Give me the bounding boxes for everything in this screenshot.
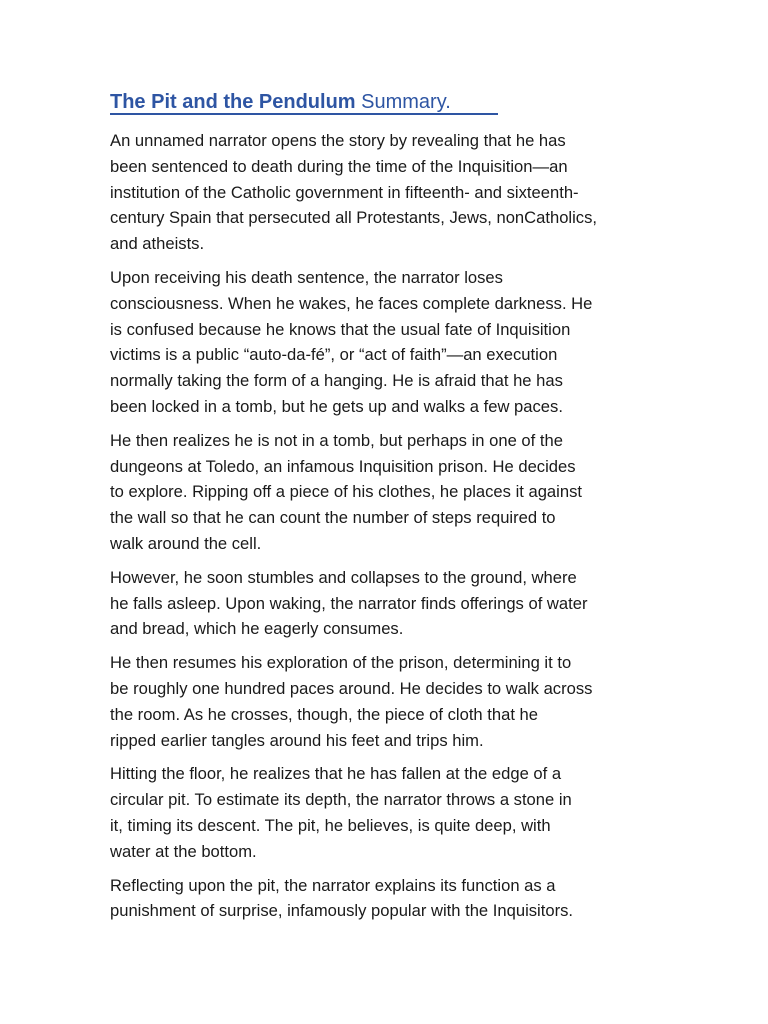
paragraph-line: He then realizes he is not in a tomb, but perhaps in one of the <box>110 430 563 450</box>
paragraph-line: and atheists. <box>110 234 205 254</box>
paragraph-line: However, he soon stumbles and collapses to the ground, where <box>110 567 577 587</box>
paragraph-line: and bread, which he eagerly consumes. <box>110 619 404 639</box>
document-title <box>110 88 451 116</box>
body-paragraph <box>110 265 662 420</box>
paragraph-line: An unnamed narrator opens the story by revealing that he has <box>110 131 566 150</box>
paragraph-line: been sentenced to death during the time of the Inquisition—an <box>110 156 568 176</box>
title-main: The Pit and the Pendulum <box>110 91 356 113</box>
paragraph-line: institution of the Catholic government in fifteenth- and sixteenth- <box>110 182 579 202</box>
paragraph-line: circular pit. To estimate its depth, the narrator throws a stone in <box>110 790 572 810</box>
title-underline <box>110 113 498 115</box>
paragraph-line: He then resumes his exploration of the prison, determining it to <box>110 653 572 673</box>
paragraph-line: ripped earlier tangles around his feet and trips him. <box>110 730 484 750</box>
paragraph-line: century Spain that persecuted all Protestants, Jews, nonCatholics, <box>110 208 598 228</box>
paragraph-line: Upon receiving his death sentence, the narrator loses <box>110 267 503 287</box>
paragraph-line: walk around the cell. <box>110 533 262 553</box>
paragraph-line: it, timing its descent. The pit, he believes, is quite deep, with <box>110 815 551 835</box>
paragraph-line: dungeons at Toledo, an infamous Inquisition prison. He decides <box>110 456 576 476</box>
body-paragraph <box>110 873 662 925</box>
paragraph-line: Reflecting upon the pit, the narrator explains its function as a <box>110 875 556 895</box>
paragraph-line: victims is a public “auto-da-fé”, or “act of faith”—an execution <box>110 345 558 365</box>
paragraph-line: to explore. Ripping off a piece of his clothes, he places it against <box>110 482 582 502</box>
body-paragraph <box>110 428 662 557</box>
paragraph-line: be roughly one hundred paces around. He decides to walk across <box>110 678 593 698</box>
document-body <box>110 128 662 932</box>
paragraph-line: been locked in a tomb, but he gets up and walks a few paces. <box>110 396 563 416</box>
paragraph-line: the wall so that he can count the number of steps required to <box>110 508 556 528</box>
paragraph-line: normally taking the form of a hanging. He is afraid that he has <box>110 371 563 391</box>
paragraph-line: Hitting the floor, he realizes that he has fallen at the edge of a <box>110 764 562 784</box>
paragraph-line: water at the bottom. <box>110 841 257 861</box>
paragraph-line: the room. As he crosses, though, the piece of cloth that he <box>110 704 539 724</box>
paragraph-line: is confused because he knows that the usual fate of Inquisition <box>110 319 571 339</box>
title-rest: Summary. <box>361 91 451 113</box>
body-paragraph <box>110 761 662 864</box>
body-paragraph <box>110 565 662 642</box>
paragraph-line: punishment of surprise, infamously popular with the Inquisitors. <box>110 901 574 921</box>
paragraph-line: consciousness. When he wakes, he faces complete darkness. He <box>110 293 593 313</box>
body-paragraph <box>110 128 662 257</box>
paragraph-line: he falls asleep. Upon waking, the narrator finds offerings of water <box>110 593 588 613</box>
body-paragraph <box>110 650 662 753</box>
